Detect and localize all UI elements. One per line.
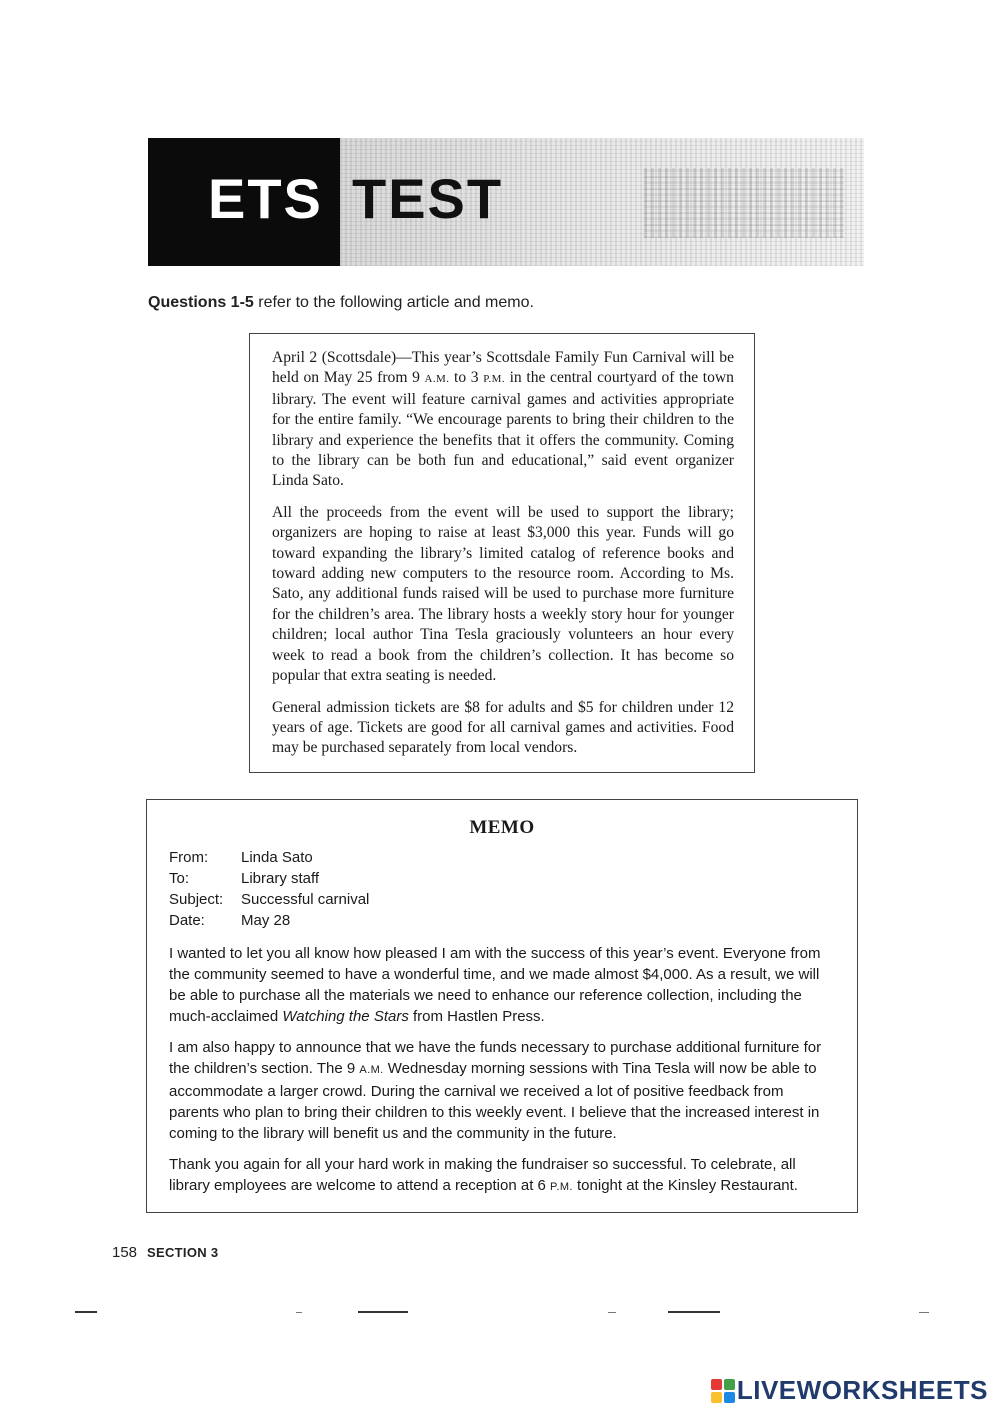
logo-tile	[711, 1379, 722, 1390]
memo-paragraph-2: I am also happy to announce that we have the funds necessary to purchase additional furniture for the children’s section. The 9 A.M. Wednesday morning sessions with Tina Tesla will now be able to accommodate a larger crowd. During the carnival we received a lot of positive feedback from parents who plan to bring their children to this weekly event. I believe that the increased interest in coming to the library will benefit us and the community in the future.	[169, 1039, 822, 1142]
banner-ets-text: ETS	[208, 167, 323, 230]
question-range: Questions 1-5	[148, 294, 254, 311]
page-number: 158	[112, 1244, 138, 1261]
logo-tile	[711, 1392, 722, 1403]
banner-grey-block	[340, 138, 864, 266]
memo-date-value: May 28	[241, 912, 291, 929]
liveworksheets-watermark	[711, 1375, 988, 1406]
section-label: SECTION 3	[147, 1245, 219, 1260]
memo-to-row	[169, 868, 835, 889]
memo-from-label: From:	[169, 849, 209, 866]
header-banner	[148, 138, 864, 266]
article-box	[249, 333, 755, 773]
logo-tile	[724, 1379, 735, 1390]
article-paragraph-2: All the proceeds from the event will be used to support the library; organizers are hoping to raise at least $3,000 this year. Funds will go toward expanding the library’s limited catalog of reference books and toward adding new computers to the resource room. According to Ms. Sato, any additional funds raised will be used to purchase more furniture for the children’s area. The library hosts a weekly story hour for younger children; local author Tina Tesla graciously volunteers an hour every week to read a book from the children’s collection. It has become so popular that extra seating is needed.	[272, 503, 734, 685]
scan-artifact-dot	[296, 1312, 302, 1313]
memo-box	[146, 799, 858, 1213]
memo-subject-value: Successful carnival	[241, 891, 370, 908]
book-title: Watching the Stars	[282, 1008, 409, 1025]
scan-artifact-line	[668, 1311, 720, 1313]
scan-artifact-line	[75, 1311, 97, 1313]
article-paragraph-3: General admission tickets are $8 for adults and $5 for children under 12 years of age. Tickets are good for all carnival games and activities. Food may be purchased separately from local vendors.	[272, 698, 734, 757]
liveworksheets-brand-text: LIVEWORKSHEETS	[736, 1375, 988, 1405]
memo-paragraph-3: Thank you again for all your hard work in making the fundraiser so successful. To celebrate, all library employees are welcome to attend a reception at 6 P.M. tonight at the Kinsley Restaurant.	[169, 1156, 798, 1194]
question-intro	[148, 294, 534, 312]
memo-date-row	[169, 910, 835, 931]
memo-subject-label: Subject:	[169, 891, 224, 908]
banner-faded-texture	[644, 168, 844, 238]
memo-from-row	[169, 847, 835, 868]
scan-artifact-line	[358, 1311, 408, 1313]
memo-subject-row	[169, 889, 835, 910]
memo-to-value: Library staff	[241, 870, 320, 887]
memo-body	[169, 943, 835, 1198]
scan-artifact-dot	[608, 1312, 616, 1313]
banner-black-block	[148, 138, 340, 266]
scan-artifact-dot	[919, 1312, 929, 1313]
question-intro-text: refer to the following article and memo.	[253, 294, 534, 311]
memo-paragraph-1: I wanted to let you all know how pleased I am with the success of this year’s event. Everyone from the community seemed to have a wonderful time, and we made almost $4,000. As a result, we will be able to purchase all the materials we need to enhance our reference collection, including the much-acclaimed Watching the Stars from Hastlen Press.	[169, 945, 821, 1025]
memo-from-value: Linda Sato	[241, 849, 313, 866]
memo-to-label: To:	[169, 870, 190, 887]
liveworksheets-logo-icon	[711, 1379, 735, 1403]
logo-tile	[724, 1392, 735, 1403]
banner-test-text: TEST	[352, 167, 504, 230]
page-footer	[112, 1244, 218, 1261]
memo-title: MEMO	[469, 817, 535, 838]
memo-date-label: Date:	[169, 912, 205, 929]
article-paragraph-1: April 2 (Scottsdale)—This year’s Scottsdale Family Fun Carnival will be held on May 25 from 9 A.M. to 3 P.M. in the central courtyard of the town library. The event will feature carnival games and activities appropriate for the entire family. “We encourage parents to bring their children to the library and experience the benefits that it offers the community. Coming to the library can be both fun and educational,” said event organizer Linda Sato.	[272, 349, 734, 490]
